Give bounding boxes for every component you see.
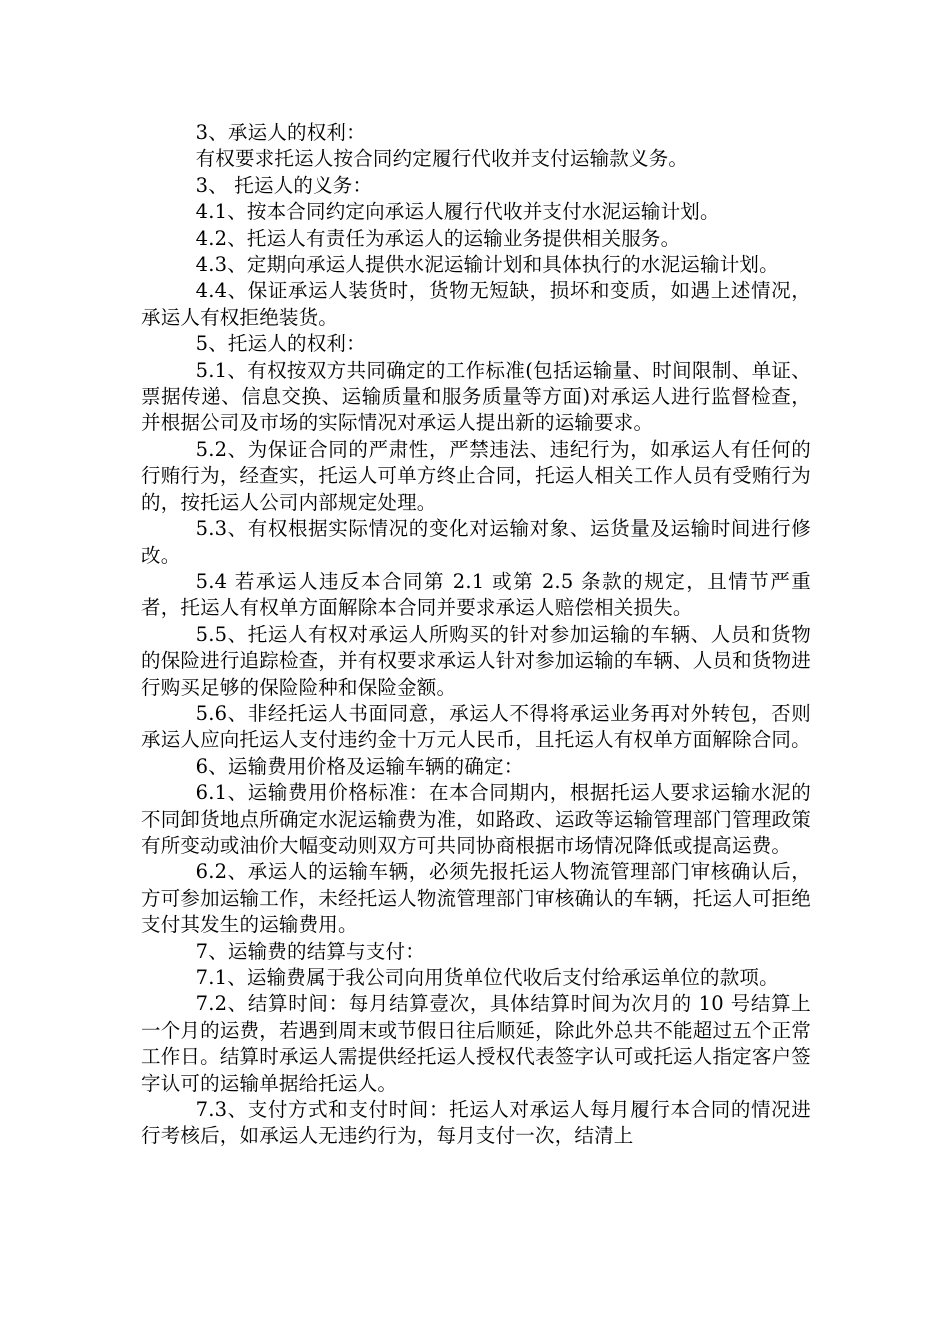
paragraph-4-3: 4.3、定期向承运人提供水泥运输计划和具体执行的水泥运输计划。: [195, 253, 779, 277]
paragraph-7-2: 7.2、结算时间：每月结算壹次，具体结算时间为次月的 10 号结算上一个月的运费，若遇到周末或节假日往后顺延，除此外总共不能超过五个正常工作日。结算时承运人需提供经托运人授权代表签字认可或托运人指定客户签字认可的运输单据给托运人。: [141, 992, 811, 1095]
paragraph-7-1: 7.1、运输费属于我公司向用货单位代收后支付给承运单位的款项。: [195, 966, 779, 989]
paragraph-6-2: 6.2、承运人的运输车辆，必须先报托运人物流管理部门审核确认后，方可参加运输工作，未经托运人物流管理部门审核确认的车辆，托运人可拒绝支付其发生的运输费用。: [141, 860, 811, 937]
paragraph-6-1: 6.1、运输费用价格标准：在本合同期内，根据托运人要求运输水泥的不同卸货地点所确定水泥运输费为准，如路政、运政等运输管理部门管理政策有所变动或油价大幅变动则双方可共同协商根据市场情况降低或提高运费。: [141, 781, 811, 857]
paragraph-4-2: 4.2、托运人有责任为承运人的运输业务提供相关服务。: [195, 226, 681, 250]
paragraph-5-3: 5.3、有权根据实际情况的变化对运输对象、运货量及运输时间进行修改。: [141, 517, 811, 567]
contract-text: [141, 120, 811, 1150]
paragraph-4-4: 4.4、保证承运人装货时，货物无短缺，损坏和变质，如遇上述情况，承运人有权拒绝装货。: [141, 279, 811, 329]
paragraph-freight-price-heading: 6、运输费用价格及运输车辆的确定：: [195, 754, 524, 778]
paragraph-7-3: 7.3、支付方式和支付时间：托运人对承运人每月履行本合同的情况进行考核后，如承运人无违约行为，每月支付一次，结清上: [141, 1098, 811, 1148]
paragraph-5-4: 5.4 若承运人违反本合同第 2.1 或第 2.5 条款的规定，且情节严重者，托运人有权单方面解除本合同并要求承运人赔偿相关损失。: [141, 569, 811, 620]
paragraph-5-5: 5.5、托运人有权对承运人所购买的针对参加运输的车辆、人员和货物的保险进行追踪检查，并有权要求承运人针对参加运输的车辆、人员和货物进行购买足够的保险险种和保险金额。: [141, 622, 811, 699]
paragraph-5-6: 5.6、非经托运人书面同意，承运人不得将承运业务再对外转包，否则承运人应向托运人支付违约金十万元人民币，且托运人有权单方面解除合同。: [141, 701, 811, 752]
paragraph-shipper-rights-heading: 5、托运人的权利：: [195, 332, 366, 356]
paragraph-5-2: 5.2、为保证合同的严肃性，严禁违法、违纪行为，如承运人有任何的行贿行为，经查实，托运人可单方终止合同，托运人相关工作人员有受贿行为的，按托运人公司内部规定处理。: [141, 437, 811, 514]
paragraph-5-1: 5.1、有权按双方共同确定的工作标准(包括运输量、时间限制、单证、票据传递、信息交换、运输质量和服务质量等方面)对承运人进行监督检查，并根据公司及市场的实际情况对承运人提出新的运输要求。: [141, 358, 811, 435]
paragraph-settlement-heading: 7、运输费的结算与支付：: [195, 939, 425, 963]
paragraph-shipper-duties-heading: 3、 托运人的义务：: [195, 173, 373, 197]
paragraph-carrier-rights-text: 有权要求托运人按合同约定履行代收并支付运输款义务。: [195, 147, 689, 171]
paragraph-4-1: 4.1、按本合同约定向承运人履行代收并支付水泥运输计划。: [195, 200, 720, 224]
paragraph-carrier-rights-heading: 3、承运人的权利：: [195, 121, 366, 144]
